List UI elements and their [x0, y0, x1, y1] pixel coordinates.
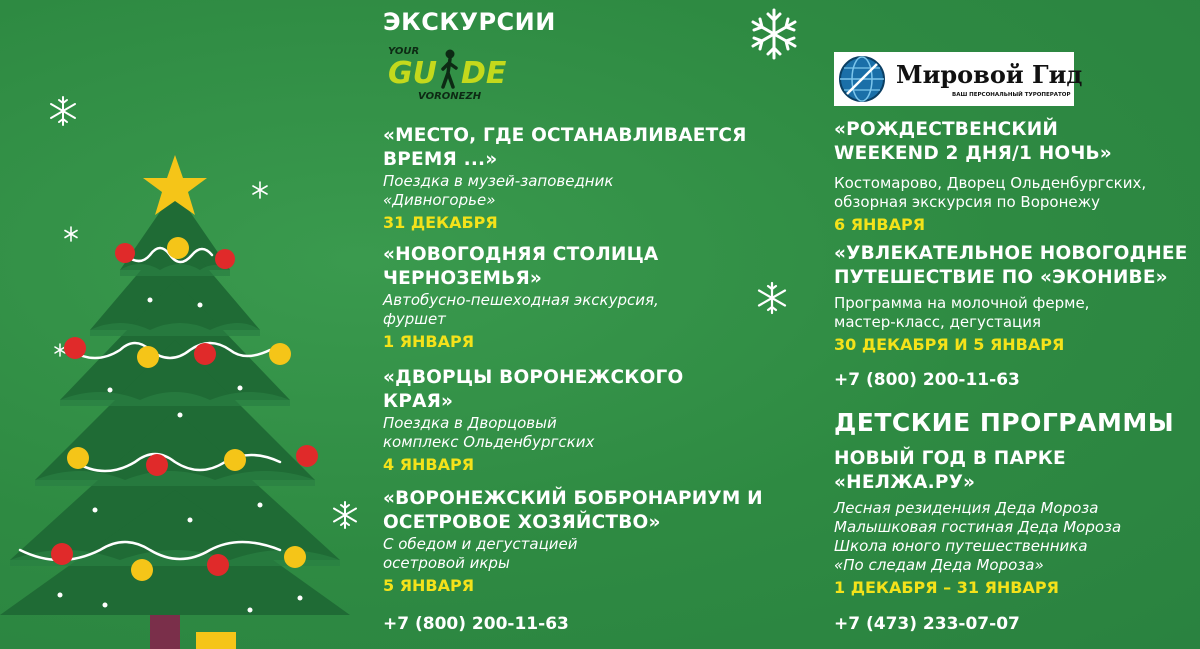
your-guide-logo [388, 44, 528, 114]
excursion-desc: Поездка в Дворцовый комплекс Ольденбургских [383, 414, 595, 451]
kids-line: Школа юного путешественника [834, 537, 1088, 555]
mirovoy-phone[interactable]: +7 (800) 200-11-63 [834, 370, 1020, 390]
mirovoy-logo-tagline: ВАШ ПЕРСОНАЛЬНЫЙ ТУРОПЕРАТОР [952, 92, 1071, 98]
kids-phone[interactable]: +7 (473) 233-07-07 [834, 614, 1020, 634]
kids-title: ДЕТСКИЕ ПРОГРАММЫ [834, 408, 1175, 437]
globe-icon [837, 54, 887, 104]
excursion-date: 5 ЯНВАРЯ [383, 576, 475, 595]
mirovoy-item-desc: Костомарово, Дворец Ольденбургских, обзорная экскурсия по Воронежу [834, 174, 1147, 211]
snowflake-icon [746, 6, 802, 62]
mirovoy-logo-name: Мировой Гид [896, 60, 1083, 89]
snowflake-icon [46, 94, 80, 128]
mirovoy-gid-logo [834, 52, 1083, 106]
excursion-item [383, 124, 763, 233]
mirovoy-item-desc: Программа на молочной ферме, мастер-класс, дегустация [834, 294, 1090, 331]
kids-item [834, 447, 1200, 598]
walking-person-icon [438, 49, 460, 89]
mirovoy-item-title: «УВЛЕКАТЕЛЬНОЕ НОВОГОДНЕЕ ПУТЕШЕСТВИЕ ПО «ЭКОНИВЕ» [834, 243, 1188, 288]
logo-main-left: GU [388, 55, 437, 91]
mirovoy-item-title: «РОЖДЕСТВЕНСКИЙ WEEKEND 2 ДНЯ/1 НОЧЬ» [834, 119, 1112, 164]
excursion-desc: Поездка в музей-заповедник «Дивногорье» [383, 172, 614, 209]
mirovoy-item-date: 30 ДЕКАБРЯ И 5 ЯНВАРЯ [834, 335, 1065, 354]
excursions-title: ЭКСКУРСИИ [383, 8, 556, 36]
excursions-phone[interactable]: +7 (800) 200-11-63 [383, 614, 569, 634]
kids-item-title: НОВЫЙ ГОД В ПАРКЕ «НЕЛЖА.РУ» [834, 448, 1066, 493]
excursion-desc: С обедом и дегустацией осетровой икры [383, 535, 578, 572]
excursion-date: 4 ЯНВАРЯ [383, 455, 475, 474]
excursion-title: «ВОРОНЕЖСКИЙ БОБРОНАРИУМ И ОСЕТРОВОЕ ХОЗЯЙСТВО» [383, 488, 763, 533]
excursion-date: 1 ЯНВАРЯ [383, 332, 475, 351]
kids-line: Лесная резиденция Деда Мороза [834, 499, 1099, 517]
kids-line: Малышковая гостиная Деда Мороза [834, 518, 1122, 536]
logo-bottom-text: VORONEZH [418, 91, 482, 102]
mirovoy-item-date: 6 ЯНВАРЯ [834, 215, 926, 234]
mirovoy-item [834, 242, 1200, 355]
excursion-item [383, 487, 773, 596]
mirovoy-item [834, 118, 1200, 235]
kids-item-date: 1 ДЕКАБРЯ – 31 ЯНВАРЯ [834, 578, 1059, 597]
excursion-title: «МЕСТО, ГДЕ ОСТАНАВЛИВАЕТСЯ ВРЕМЯ ...» [383, 125, 747, 170]
excursion-title: «ДВОРЦЫ ВОРОНЕЖСКОГО КРАЯ» [383, 367, 684, 412]
excursion-item [383, 243, 763, 352]
christmas-tree-illustration [0, 140, 370, 649]
excursion-desc: Автобусно-пешеходная экскурсия, фуршет [383, 291, 659, 328]
excursion-date: 31 ДЕКАБРЯ [383, 213, 498, 232]
logo-main-right: DE [460, 55, 507, 91]
logo-top-text: YOUR [388, 46, 420, 57]
kids-line: «По следам Деда Мороза» [834, 556, 1044, 574]
excursion-title: «НОВОГОДНЯЯ СТОЛИЦА ЧЕРНОЗЕМЬЯ» [383, 244, 659, 289]
excursion-item [383, 366, 763, 475]
